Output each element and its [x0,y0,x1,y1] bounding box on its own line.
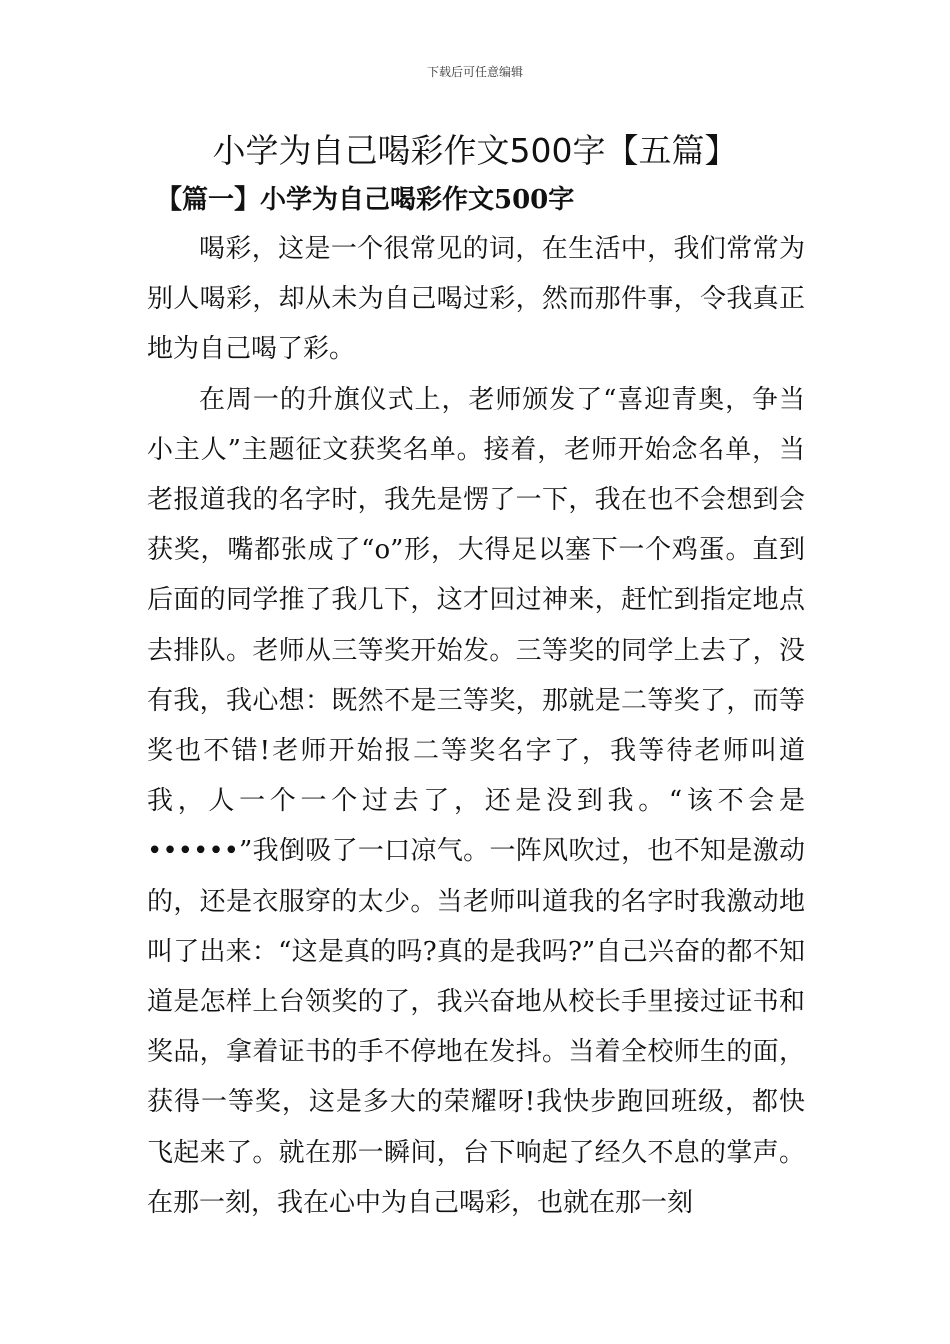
page-title: 小学为自己喝彩作文500字【五篇】 [212,131,738,170]
paragraph-1: 喝彩，这是一个很常见的词，在生活中，我们常常为别人喝彩，却从未为自己喝过彩，然而那件事，令我真正地为自己喝了彩。 [147,234,805,365]
paragraph-2: 在周一的升旗仪式上，老师颁发了“喜迎青奥，争当小主人”主题征文获奖名单。接着，老师开始念名单，当老报道我的名字时，我先是愣了一下，我在也不会想到会获奖，嘴都张成了“o”形，大得足以塞下一个鸡蛋。直到后面的同学推了我几下，这才回过神来，赶忙到指定地点去排队。老师从三等奖开始发。三等奖的同学上去了，没有我，我心想：既然不是三等奖，那就是二等奖了，而等奖也不错!老师开始报二等奖名字了，我等待老师叫道我，人一个一个过去了，还是没到我。“该不会是••••••”我倒吸了一口凉气。一阵风吹过，也不知是激动的，还是衣服穿的太少。当老师叫道我的名字时我激动地叫了出来：“这是真的吗?真的是我吗?”自己兴奋的都不知道是怎样上台领奖的了，我兴奋地从校长手里接过证书和奖品，拿着证书的手不停地在发抖。当着全校师生的面，获得一等奖，这是多大的荣耀呀!我快步跑回班级，都快飞起来了。就在那一瞬间，台下响起了经久不息的掌声。在那一刻，我在心中为自己喝彩，也就在那一刻 [147,384,805,1218]
article-body [147,224,805,1228]
section-heading: 【篇一】小学为自己喝彩作文500字 [156,185,575,215]
header-note: 下载后可任意编辑 [426,65,523,79]
